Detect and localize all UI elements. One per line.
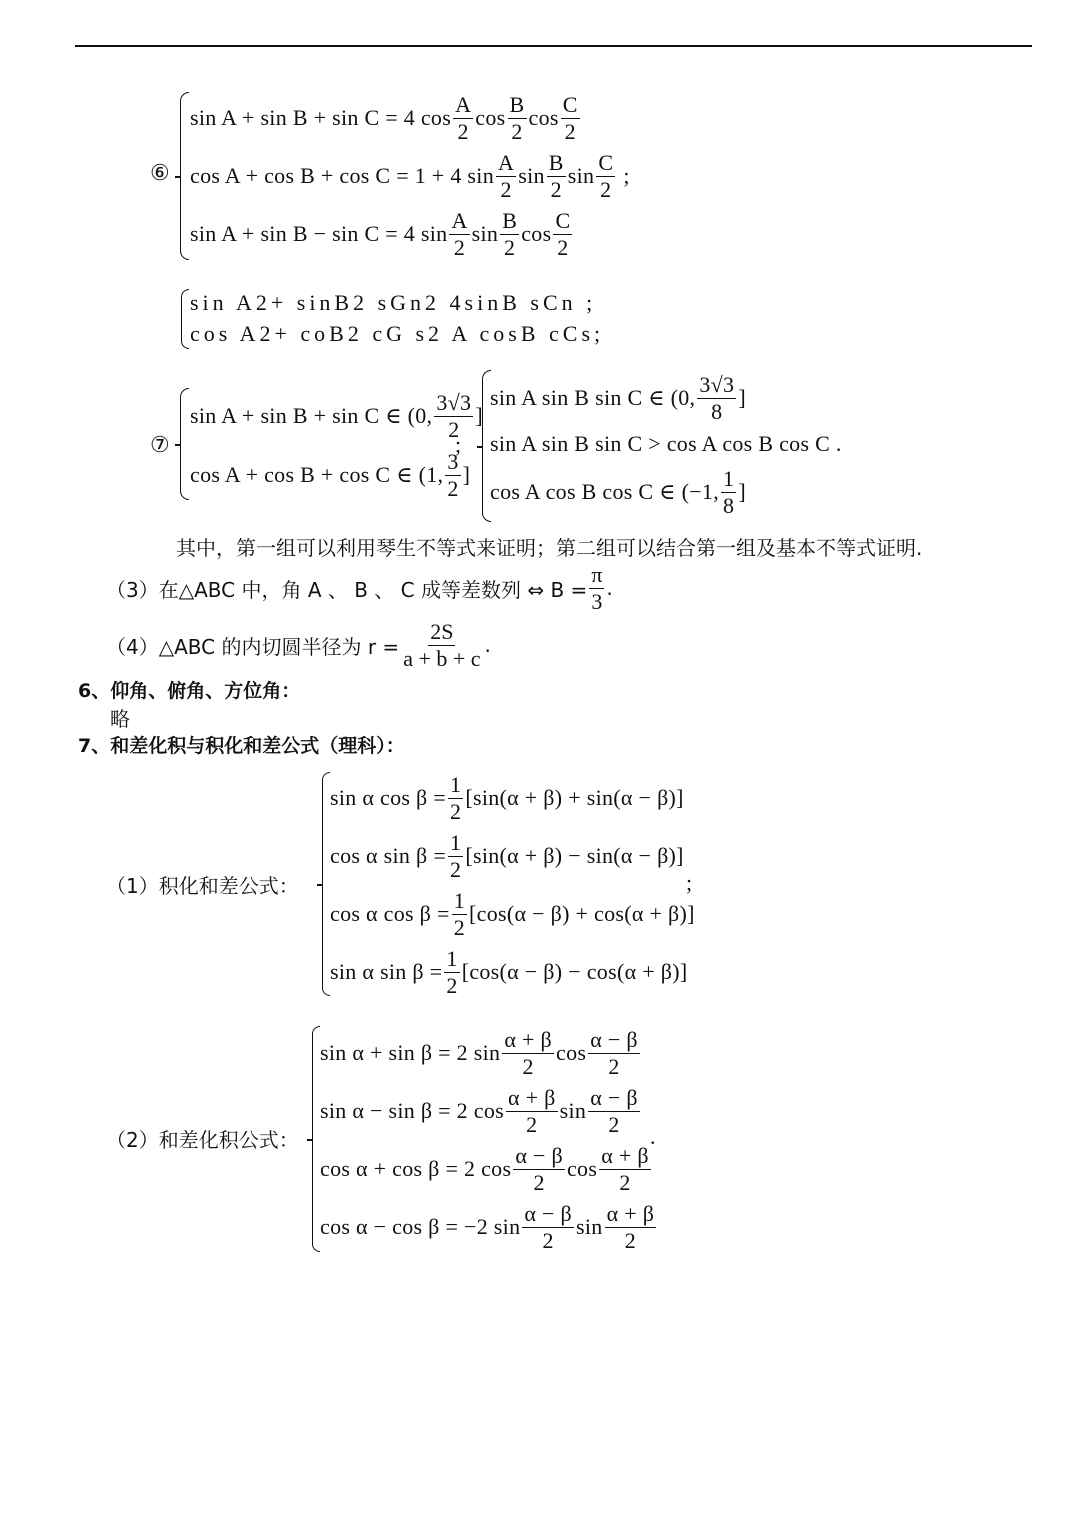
formula-7-right-2: sin A sin B sin C > cos A cos B cos C . <box>490 431 842 456</box>
fraction: $\frac{\alpha + \beta}{2}$ <box>601 1143 649 1195</box>
formula-7-left-1: sin A + sin B + sin C ∈ (0, $\frac{3√3}{2}$ ] <box>190 390 483 442</box>
fraction: $\frac{1}{2}$ <box>446 946 458 998</box>
fraction: $\frac{1}{2}$ <box>450 772 462 824</box>
product-to-sum-line-3: cos α cos β = $\frac{1}{2}$ [cos(α − β) + cos(α + β)] <box>330 888 695 940</box>
formula-7-left-2: cos A + cos B + cos C ∈ (1, $\frac{3}{2}$ ] <box>190 449 471 501</box>
fraction: $\frac{\alpha - \beta}{2}$ <box>515 1143 563 1195</box>
fraction: $\frac{\alpha - \beta}{2}$ <box>524 1201 573 1253</box>
product-to-sum-end: ; <box>686 870 693 895</box>
brace-sum-to-product <box>312 1026 320 1252</box>
formula-6-line-2: cos A + cos B + cos C = 1 + 4 sin $\frac{A}{2}$ sin $\frac{B}{2}$ sin $\frac{C}{2}$ ; <box>190 150 630 202</box>
fraction: $\frac{C}{2}$ <box>598 150 614 202</box>
fraction: $\frac{2S}{a + b + c}$ <box>403 619 481 671</box>
brace-product-to-sum <box>322 772 330 996</box>
product-to-sum-line-2: cos α sin β = $\frac{1}{2}$ [sin(α + β) − sin(α − β)] <box>330 830 684 882</box>
fraction: $\frac{A}{2}$ <box>451 208 468 260</box>
sum-to-product-end: . <box>650 1124 656 1149</box>
formula-6-line-1: sin A + sin B + sin C = 4 cos $\frac{A}{2}$ cos $\frac{B}{2}$ cos $\frac{C}{2}$ <box>190 92 578 144</box>
fraction: $\frac{B}{2}$ <box>502 208 518 260</box>
formula-6-line-3: sin A + sin B − sin C = 4 sin $\frac{A}{2}$ sin $\frac{B}{2}$ cos $\frac{C}{2}$ <box>190 208 571 260</box>
formula-text: sin A + sin B − sin C = 4 sin <box>190 221 448 246</box>
formula-7-right-3: cos A cos B cos C ∈ (−1, $\frac{1}{8}$ ] <box>490 466 746 518</box>
fraction: $\frac{\alpha + \beta}{2}$ <box>508 1085 556 1137</box>
fraction: $\frac{1}{8}$ <box>723 466 735 518</box>
fraction: $\frac{C}{2}$ <box>555 208 571 260</box>
fraction: $\frac{B}{2}$ <box>548 150 564 202</box>
fraction: $\frac{3}{2}$ <box>447 449 459 501</box>
section-6-heading: 6、仰角、俯角、方位角： <box>78 680 301 702</box>
product-to-sum-line-1: sin α cos β = $\frac{1}{2}$ [sin(α + β) + sin(α − β)] <box>330 772 684 824</box>
note-text: 其中，第一组可以利用琴生不等式来证明；第二组可以结合第一组及基本不等式证明. <box>176 536 923 560</box>
sum-to-product-line-2: sin α − sin β = 2 cos $\frac{\alpha + \beta}{2}$ sin $\frac{\alpha - \beta}{2}$ <box>320 1085 638 1137</box>
fraction: $\frac{1}{2}$ <box>450 830 462 882</box>
fraction: $\frac{1}{2}$ <box>453 888 465 940</box>
fraction: $\frac{\pi}{3}$ <box>591 562 603 614</box>
formula-text: cos A + cos B + cos C = 1 + 4 sin <box>190 163 494 188</box>
fraction: $\frac{B}{2}$ <box>509 92 525 144</box>
section-6-body: 略 <box>110 707 130 731</box>
marker-6: ⑥ <box>150 160 170 185</box>
formula-7-right-1: sin A sin B sin C ∈ (0, $\frac{3√3}{8}$ ] <box>490 372 746 424</box>
brace-7-left <box>180 388 189 500</box>
section-7-heading: 7、和差化积与积化和差公式（理科）： <box>78 735 405 757</box>
fraction: $\frac{\alpha + \beta}{2}$ <box>504 1027 552 1079</box>
garbled-formula-line-2: cos A2+ coB2 cG s2 A cosB cCs; <box>190 321 605 346</box>
sum-to-product-line-1: sin α + sin β = 2 sin $\frac{\alpha + \beta}{2}$ cos $\frac{\alpha - \beta}{2}$ <box>320 1027 638 1079</box>
brace-garbled <box>181 289 189 349</box>
marker-7: ⑦ <box>150 432 170 457</box>
fraction: $\frac{\alpha - \beta}{2}$ <box>590 1027 638 1079</box>
fraction: $\frac{\alpha + \beta}{2}$ <box>606 1201 655 1253</box>
fraction: $\frac{\alpha - \beta}{2}$ <box>590 1085 638 1137</box>
separator: ; <box>455 432 462 457</box>
item-4: （4）△ABC 的内切圆半径为 r = $\frac{2S}{a + b + c}$ . <box>106 619 491 671</box>
sum-to-product-line-3: cos α + cos β = 2 cos $\frac{\alpha - \beta}{2}$ cos $\frac{\alpha + \beta}{2}$ <box>320 1143 649 1195</box>
sum-to-product-label: （2）和差化积公式： <box>106 1128 299 1152</box>
header-rule <box>75 45 1032 47</box>
product-to-sum-line-4: sin α sin β = $\frac{1}{2}$ [cos(α − β) − cos(α + β)] <box>330 946 688 998</box>
formula-text: sin A + sin B + sin C = 4 cos <box>190 105 452 130</box>
fraction: $\frac{A}{2}$ <box>455 92 472 144</box>
fraction: $\frac{3√3}{8}$ <box>699 372 735 424</box>
fraction: $\frac{C}{2}$ <box>562 92 578 144</box>
brace-6 <box>180 92 189 260</box>
fraction: $\frac{A}{2}$ <box>498 150 515 202</box>
fraction: $\frac{3√3}{2}$ <box>436 390 472 442</box>
item-3: （3）在△ABC 中，角 A 、 B 、 C 成等差数列 ⇔ B = $\frac{\pi}{3}$ . <box>106 562 613 614</box>
product-to-sum-label: （1）积化和差公式： <box>106 874 299 898</box>
garbled-formula-line-1: sin A2+ sinB2 sGn2 4sinB sCn ; <box>190 290 597 315</box>
sum-to-product-line-4: cos α − cos β = −2 sin $\frac{\alpha - \beta}{2}$ sin $\frac{\alpha + \beta}{2}$ <box>320 1201 655 1253</box>
